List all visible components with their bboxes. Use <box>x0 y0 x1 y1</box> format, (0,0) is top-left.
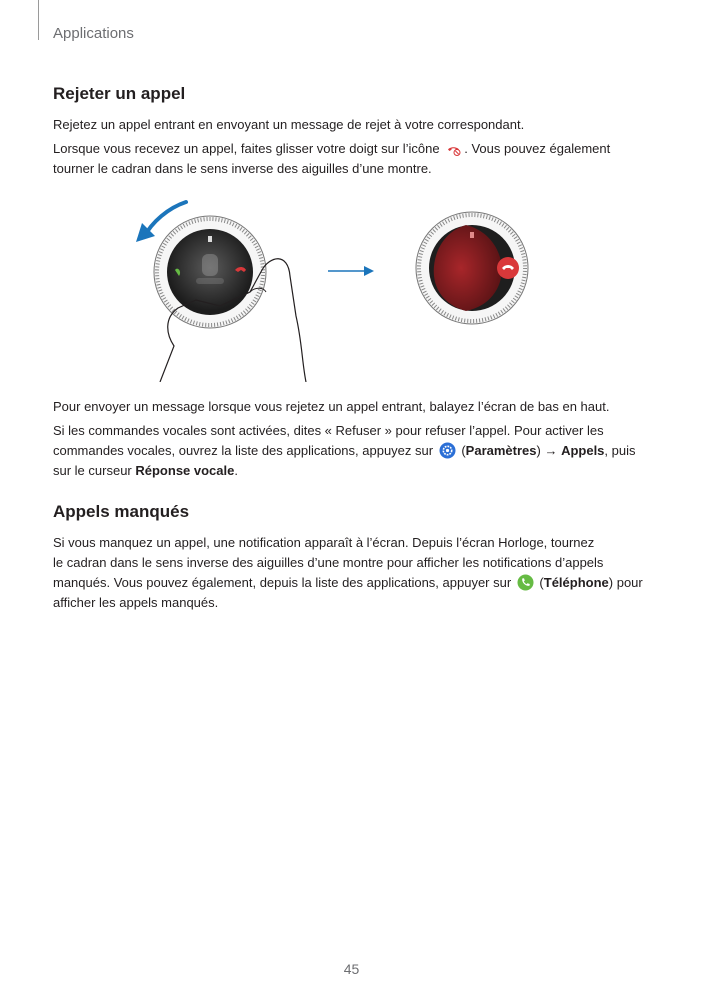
reject-call-icon <box>445 140 462 157</box>
watch-rejecting <box>416 212 528 324</box>
illustration <box>130 196 550 382</box>
reject-paragraph-4: Si les commandes vocales sont activées, dites « Refuser » pour refuser l’appel. Pour activer les commandes vocales, ouvrez la liste des applications, appuyez sur (Paramètres) → Appels, puis sur le curseur Réponse vocale. <box>53 423 636 478</box>
reject-paragraph-2: Lorsque vous recevez un appel, faites glisser votre doigt sur l’icône . Vous pouvez également tourner le cadran dans le sens inverse des aiguilles d’une montre. <box>53 141 611 176</box>
reject-paragraph-1: Rejetez un appel entrant en envoyant un message de rejet à votre correspondant. <box>53 117 525 132</box>
missed-paragraph: Si vous manquez un appel, une notification apparaît à l’écran. Depuis l’écran Horloge, tournez le cadran dans le sens inverse des aiguilles d’une montre pour afficher les notifications d’appels manqués. Vous pouvez également, depuis la liste des applications, appuyer sur (Téléphone) pour afficher les appels manqués. <box>53 535 643 610</box>
section-title-missed: Appels manqués <box>53 502 190 521</box>
arrow-icon <box>328 266 374 276</box>
page-number: 45 <box>343 961 360 977</box>
watch-ringing <box>154 216 266 328</box>
section-header: Applications <box>53 25 134 42</box>
phone-icon <box>517 574 534 591</box>
settings-icon <box>439 442 456 459</box>
section-title-reject: Rejeter un appel <box>53 84 186 103</box>
header-rule <box>38 0 39 40</box>
reject-paragraph-3: Pour envoyer un message lorsque vous rejetez un appel entrant, balayez l’écran de bas en haut. <box>53 399 610 414</box>
